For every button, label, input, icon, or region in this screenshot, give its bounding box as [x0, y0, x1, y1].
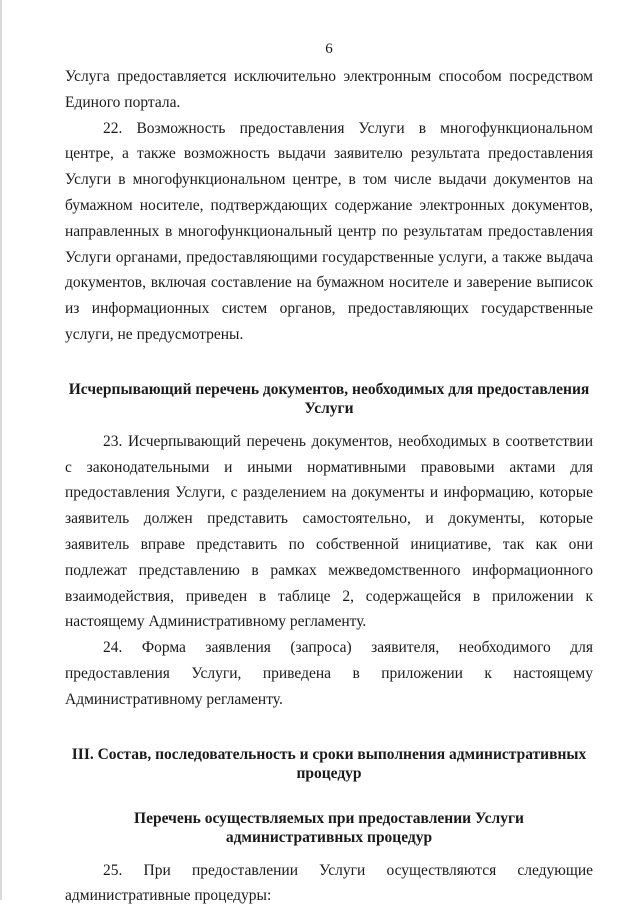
document-body [65, 64, 593, 909]
paragraph-intro: Услуга предоставляется исключительно электронным способом посредством Единого портала. [65, 68, 593, 111]
paragraph-24: 24. Форма заявления (запроса) заявителя, необходимого для предоставления Услуги, приведена в приложении к настоящему Административному регламенту. [65, 639, 593, 708]
page-number: 6 [325, 41, 333, 57]
heading-section-3: III. Состав, последовательность и сроки выполнения административных процедур [71, 745, 587, 782]
heading-procedures-list: Перечень осуществляемых при предоставлении Услуги административных процедур [134, 809, 524, 846]
paragraph-23: 23. Исчерпывающий перечень документов, необходимых в соответствии с законодательными и иными нормативными правовыми актами для предоставления Услуги, с разделением на документы и информацию, которые заявитель должен представить самостоятельно, и документы, которые заявитель вправе представить по собственной инициативе, так как они подлежат представлению в рамках межведомственного информационного взаимодействия, приведен в таблице 2, содержащейся в приложении к настоящему Административному регламенту. [65, 432, 593, 631]
scan-edge [0, 0, 2, 900]
paragraph-22: 22. Возможность предоставления Услуги в многофункциональном центре, а также возможность выдачи заявителю результата предоставления Услуги в многофункциональном центре, в том числе выдачи документов на бумажном носителе, подтверждающих содержание электронных документов, направленных в многофункциональный центр по результатам предоставления Услуги органами, предоставляющими государственные услуги, а также выдача документов, включая составление на бумажном носителе и заверение выписок из информационных систем органов, предоставляющих государственные услуги, не предусмотрены. [65, 119, 593, 343]
heading-documents-list: Исчерпывающий перечень документов, необходимых для предоставления Услуги [68, 380, 590, 417]
paragraph-25: 25. При предоставлении Услуги осуществляются следующие административные процедуры: [65, 861, 593, 905]
